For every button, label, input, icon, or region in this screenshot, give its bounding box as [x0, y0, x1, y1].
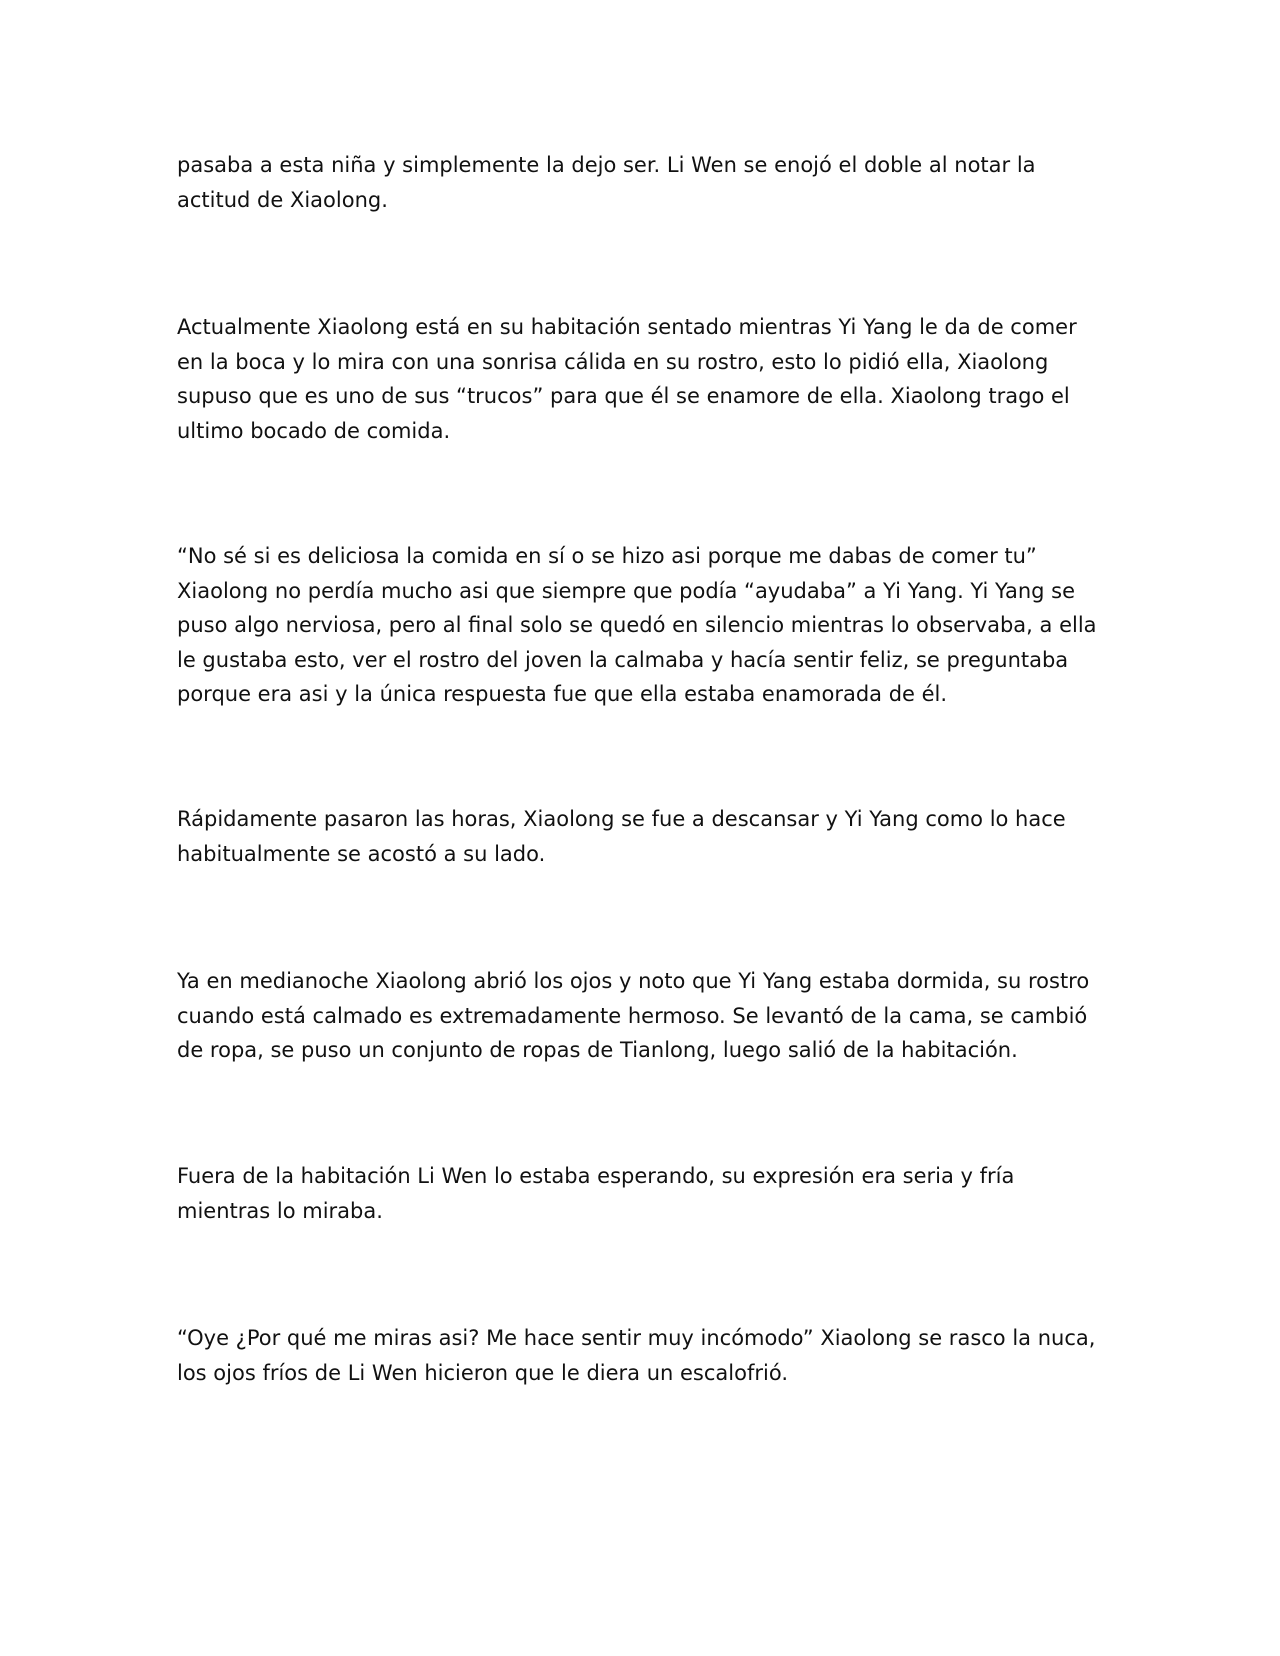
paragraph-4 [177, 802, 1107, 871]
paragraph-1 [177, 148, 1107, 217]
paragraph-7 [177, 1321, 1107, 1390]
text-line: Fuera de la habitación Li Wen lo estaba esperando, su expresión era seria y fría [177, 1164, 1015, 1188]
text-line: Actualmente Xiaolong está en su habitación sentado mientras Yi Yang le da de comer [177, 315, 1077, 339]
text-line: habitualmente se acostó a su lado. [177, 841, 546, 866]
text-line: actitud de Xiaolong. [177, 187, 388, 212]
text-line: le gustaba esto, ver el rostro del joven la calmaba y hacía sentir feliz, se preguntaba [177, 647, 1069, 672]
paragraph-3 [177, 539, 1107, 712]
text-line: ultimo bocado de comida. [177, 418, 451, 443]
text-line: supuso que es uno de sus “trucos” para que él se enamore de ella. Xiaolong trago el [177, 384, 1070, 408]
text-line: “Oye ¿Por qué me miras asi? Me hace sentir muy incómodo” Xiaolong se rasco la nuca, [177, 1326, 1096, 1350]
text-line: en la boca y lo mira con una sonrisa cálida en su rostro, esto lo pidió ella, Xiaolong [177, 349, 1049, 374]
text-line: Rápidamente pasaron las horas, Xiaolong se fue a descansar y Yi Yang como lo hace [177, 807, 1066, 831]
text-line: Ya en medianoche Xiaolong abrió los ojos y noto que Yi Yang estaba dormida, su rostro [177, 969, 1090, 993]
text-line: Xiaolong no perdía mucho asi que siempre que podía “ayudaba” a Yi Yang. Yi Yang se [177, 578, 1075, 603]
paragraph-2 [177, 310, 1107, 448]
text-line: los ojos fríos de Li Wen hicieron que le diera un escalofrió. [177, 1360, 788, 1385]
text-line: porque era asi y la única respuesta fue que ella estaba enamorada de él. [177, 682, 948, 706]
text-line: cuando está calmado es extremadamente hermoso. Se levantó de la cama, se cambió [177, 1003, 1088, 1028]
text-line: de ropa, se puso un conjunto de ropas de Tianlong, luego salió de la habitación. [177, 1038, 1018, 1062]
paragraph-5 [177, 964, 1107, 1068]
text-line: “No sé si es deliciosa la comida en sí o se hizo asi porque me dabas de comer tu” [177, 544, 1037, 568]
text-line: puso algo nerviosa, pero al final solo se quedó en silencio mientras lo observaba, a ella [177, 613, 1097, 637]
text-line: mientras lo miraba. [177, 1198, 383, 1223]
paragraph-6 [177, 1159, 1107, 1228]
text-line: pasaba a esta niña y simplemente la dejo ser. Li Wen se enojó el doble al notar la [177, 153, 1036, 177]
